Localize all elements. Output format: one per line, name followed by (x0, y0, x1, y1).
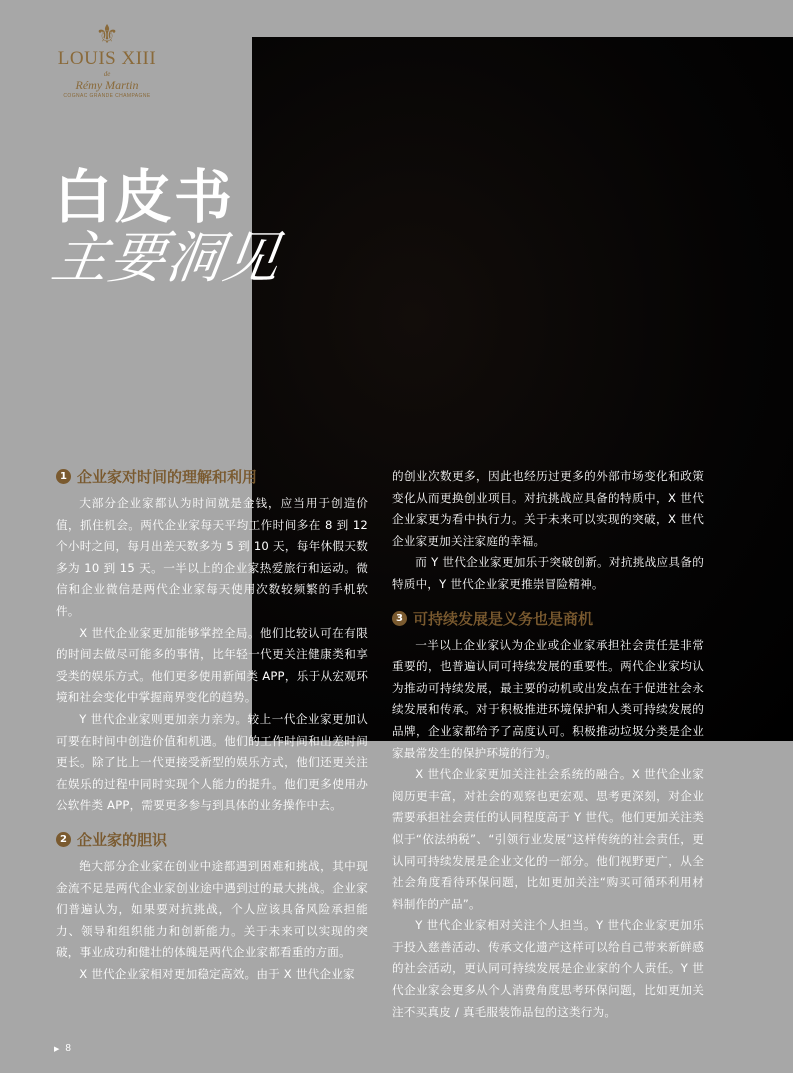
paragraph: 而 Y 世代企业家更加乐于突破创新。对抗挑战应具备的特质中，Y 世代企业家更推崇冒险精神。 (392, 555, 704, 591)
paragraph: Y 世代企业家则更加亲力亲为。较上一代企业家更加认可要在时间中创造价值和机遇。他们的工作时间和出差时间更长。除了比上一代更接受新型的娱乐方式，他们还更关注在娱乐的过程中同时实现个人能力的提升。他们更多使用办公软件类 APP，需要更多参与到具体的业务操作中去。 (56, 711, 368, 813)
logo-brand: LOUIS XIII (57, 48, 157, 69)
brand-logo (52, 22, 162, 100)
logo-subline: COGNAC GRANDE CHAMPAGNE (63, 93, 151, 99)
fleur-de-lis-icon: ⚜ (95, 20, 119, 50)
page-subtitle: 主要洞见 (47, 226, 285, 291)
left-column (56, 462, 368, 997)
section-2 (56, 829, 368, 986)
right-column (392, 466, 704, 1035)
section-heading (56, 829, 368, 850)
paragraph: Y 世代企业家相对关注个人担当。Y 世代企业家更加乐于投入慈善活动、传承文化遗产这样可以给自己带来新鲜感的社会活动，更认同可持续发展是企业家的个人责任。Y 世代企业家会更多从个人消费角度思考环保问题，比如更加关注不买真皮 / 真毛服装饰品包的这类行为。 (392, 918, 704, 1019)
triangle-right-icon: ▶ (54, 1046, 60, 1053)
section-number-badge: 3 (392, 611, 407, 626)
paragraph: X 世代企业家相对更加稳定高效。由于 X 世代企业家 (79, 966, 355, 981)
paragraph-continuation: 的创业次数更多，因此也经历过更多的外部市场变化和政策变化从而更换创业项目。对抗挑战应具备的特质中，X 世代企业家更为看中执行力。关于未来可以实现的突破，X 世代企业家更加关注家庭的幸福。 (392, 469, 704, 548)
paragraph: X 世代企业家更加能够掌控全局。他们比较认可在有限的时间去做尽可能多的事情，比年轻一代更关注健康类和享受类的娱乐方式。他们更多使用新闻类 APP，乐于从宏观环境和社会变化中掌握商界变化的趋势。 (56, 625, 368, 705)
section-number-badge: 1 (56, 469, 71, 484)
page-footer (54, 1043, 71, 1054)
section-heading (56, 466, 368, 487)
paragraph: 绝大部分企业家在创业中途都遇到困难和挑战，其中现金流不足是两代企业家创业途中遇到过的最大挑战。企业家们普遍认为，如果要对抗挑战，个人应该具备风险承担能力、领导和组织能力和创新能力。关于未来可以实现的突破，事业成功和健壮的体魄是两代企业家都看重的方面。 (56, 858, 368, 960)
logo-maker: Rémy Martin (75, 78, 139, 92)
paragraph: 一半以上企业家认为企业或企业家承担社会责任是非常重要的，也普遍认同可持续发展的重要性。两代企业家均认为推动可持续发展，最主要的动机或出发点在于促进社会永续发展和传承。对于积极推进环境保护和人类可持续发展的品牌，企业家都给予了高度认可。积极推动垃圾分类是企业家最常发生的保护环境的行为。 (392, 637, 704, 760)
section-1 (56, 466, 368, 817)
section-heading (392, 608, 704, 629)
section-3 (392, 608, 704, 1024)
section-title: 可持续发展是义务也是商机 (413, 609, 594, 628)
section-title: 企业家对时间的理解和利用 (77, 468, 258, 486)
page-number: 8 (65, 1043, 71, 1054)
logo-de: de (103, 70, 111, 78)
section-title: 企业家的胆识 (77, 830, 168, 849)
paragraph: X 世代企业家更加关注社会系统的融合。X 世代企业家阅历更丰富，对社会的观察也更宏观、思考更深刻，对企业需要承担社会责任的认同程度高于 Y 世代。他们更加关注类似于“依法纳税”、“引领行业发展”这样传统的社会责任，更认同可持续发展是企业文化的一部分。他们视野更广，从全社会角度看待环保问题，比如更加关注“购买可循环利用材料制作的产品”。 (392, 767, 704, 911)
page-title: 白皮书 (54, 163, 235, 231)
paragraph: 大部分企业家都认为时间就是金钱，应当用于创造价值，抓住机会。两代企业家每天平均工作时间多在 8 到 12 个小时之间，每月出差天数多为 5 到 10 天，每年休假天数多为 10 到 15 天。一半以上的企业家热爱旅行和运动。微信和企业微信是两代企业家每天使用次数较频繁的手机软件。 (56, 496, 368, 618)
section-number-badge: 2 (56, 832, 71, 847)
